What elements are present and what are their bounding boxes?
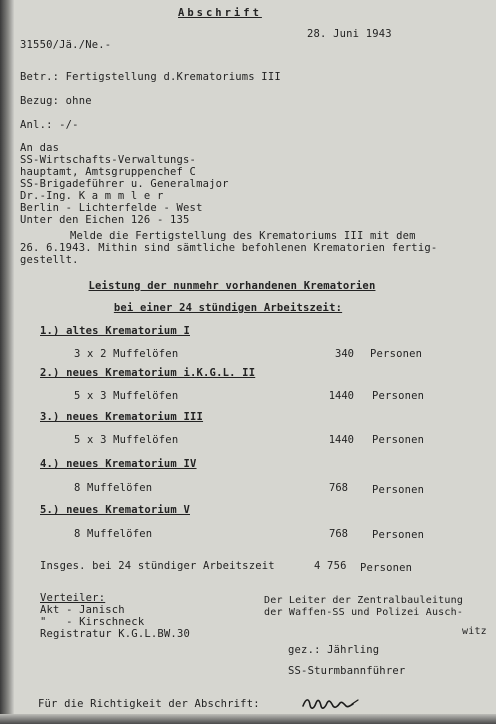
scan-edge-bottom (0, 714, 496, 724)
crematorium-detail: 5 x 3 Muffelöfen (74, 434, 179, 446)
distribution-line: " - Kirschneck (40, 616, 145, 628)
crematorium-title: 2.) neues Krematorium i.K.G.L. II (40, 367, 256, 379)
address-line: Unter den Eichen 126 - 135 (20, 214, 190, 226)
address-line: An das (20, 142, 60, 154)
distribution-line: Akt - Janisch (40, 604, 125, 616)
section-subheading: bei einer 24 stündigen Arbeitszeit: (113, 302, 343, 314)
scan-edge-left (0, 0, 14, 724)
handwritten-signature (300, 694, 362, 714)
capacity-unit: Personen (372, 390, 425, 402)
reference-line: Bezug: ohne (20, 95, 92, 107)
crematorium-detail: 5 x 3 Muffelöfen (74, 390, 179, 402)
crematorium-title: 1.) altes Krematorium I (40, 325, 190, 337)
address-line: Dr.-Ing. K a m m l e r (20, 190, 164, 202)
signature-line: witz (462, 626, 487, 637)
address-line: Berlin - Lichterfelde - West (20, 202, 203, 214)
distribution-heading: Verteiler: (40, 592, 106, 604)
signature-line: der Waffen-SS und Polizei Ausch- (264, 607, 464, 618)
crematorium-detail: 3 x 2 Muffelöfen (74, 348, 179, 360)
total-unit: Personen (360, 562, 413, 574)
reference-number: 31550/Jä./Ne.- (20, 39, 112, 51)
document-date: 28. Juni 1943 (307, 28, 392, 40)
section-heading: Leistung der nunmehr vorhandenen Krematorien (88, 280, 376, 292)
address-line: SS-Brigadeführer u. Generalmajor (20, 178, 229, 190)
attachment-line: Anl.: -/- (20, 119, 79, 131)
crematorium-detail: 8 Muffelöfen (74, 528, 153, 540)
body-line: gestellt. (20, 254, 79, 266)
crematorium-capacity: 768 (329, 528, 348, 540)
signer-rank: SS-Sturmbannführer (288, 665, 406, 677)
subject-line: Betr.: Fertigstellung d.Krematoriums III (20, 71, 281, 83)
signed-by: gez.: Jährling (288, 644, 380, 656)
crematorium-detail: 8 Muffelöfen (74, 482, 153, 494)
total-value: 4 756 (314, 560, 347, 572)
capacity-unit: Personen (372, 529, 425, 541)
crematorium-capacity: 1440 (328, 434, 354, 446)
crematorium-capacity: 1440 (328, 390, 354, 402)
capacity-unit: Personen (372, 484, 425, 496)
address-line: hauptamt, Amtsgruppenchef C (20, 166, 197, 178)
crematorium-title: 5.) neues Krematorium V (40, 504, 190, 516)
crematorium-title: 3.) neues Krematorium III (40, 411, 204, 423)
document-title: Abschrift (178, 7, 262, 19)
crematorium-capacity: 340 (335, 348, 354, 360)
capacity-unit: Personen (372, 434, 425, 446)
total-label: Insges. bei 24 stündiger Arbeitszeit (40, 560, 275, 572)
crematorium-capacity: 768 (329, 482, 348, 494)
crematorium-title: 4.) neues Krematorium IV (40, 458, 197, 470)
distribution-line: Registratur K.G.L.BW.30 (40, 628, 190, 640)
body-line: Melde die Fertigstellung des Krematoriums III mit dem (70, 230, 416, 242)
body-line: 26. 6.1943. Mithin sind sämtliche befohlenen Krematorien fertig- (20, 242, 438, 254)
certification-line: Für die Richtigkeit der Abschrift: (38, 698, 260, 710)
capacity-unit: Personen (370, 348, 423, 360)
address-line: SS-Wirtschafts-Verwaltungs- (20, 154, 197, 166)
signature-line: Der Leiter der Zentralbauleitung (264, 595, 464, 606)
